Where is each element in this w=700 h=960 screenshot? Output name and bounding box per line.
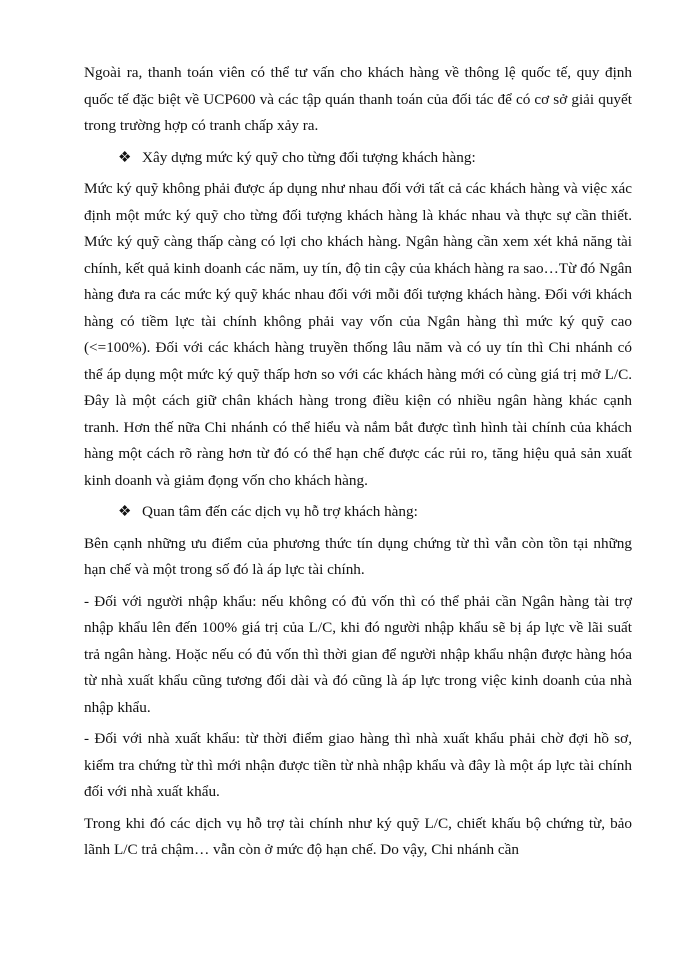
paragraph-importer: - Đối với người nhập khẩu: nếu không có đủ vốn thì có thể phải cần Ngân hàng tài trợ nhập khẩu lên đến 100% giá trị của L/C, khi đó người nhập khẩu sẽ bị áp lực về lãi suất trả ngân hàng. Hoặc nếu có đủ vốn thì thời gian để người nhập khẩu nhận được hàng hóa từ nhà xuất khẩu cũng tương đối dài và đó cũng là áp lực trong việc kinh doanh của nhà nhập khẩu. <box>84 592 632 716</box>
diamond-bullet-icon: ❖ <box>118 149 132 166</box>
bullet-heading-support-text: Quan tâm đến các dịch vụ hỗ trợ khách hàng: <box>142 503 418 520</box>
paragraph-deposit: Mức ký quỹ không phải được áp dụng như nhau đối với tất cả các khách hàng và việc xác định một mức ký quỹ cho từng đối tượng khách hàng là khác nhau và thực sự cần thiết. Mức ký quỹ càng thấp càng có lợi cho khách hàng. Ngân hàng cần xem xét khả năng tài chính, kết quả kinh doanh các năm, uy tín, độ tin cậy của khách hàng ra sao…Từ đó Ngân hàng đưa ra các mức ký quỹ khác nhau đối với mỗi đối tượng khách hàng. Đối với khách hàng có tiềm lực tài chính không phải vay vốn của Ngân hàng thì mức ký quỹ cao (<=100%). Đối với các khách hàng truyền thống lâu năm và có uy tín thì Chi nhánh có thể áp dụng một mức ký quỹ thấp hơn so với các khách hàng mới có cùng giá trị mở L/C. Đây là một cách giữ chân khách hàng trong điều kiện có nhiều ngân hàng khác cạnh tranh. Hơn thế nữa Chi nhánh có thể hiểu và nắm bắt được tình hình tài chính của khách hàng một cách rõ ràng hơn từ đó có thể hạn chế được các rủi ro, tăng hiệu quả sản xuất kinh doanh và giảm đọng vốn cho khách hàng. <box>84 180 632 489</box>
bullet-heading-support <box>84 499 632 526</box>
diamond-bullet-icon: ❖ <box>118 504 132 520</box>
paragraph-consulting: Ngoài ra, thanh toán viên có thể tư vấn cho khách hàng về thông lệ quốc tế, quy định quốc tế đặc biệt về UCP600 và các tập quán thanh toán của đối tác để có cơ sở giải quyết trong trường hợp có tranh chấp xảy ra. <box>84 64 632 134</box>
bullet-heading-deposit <box>84 145 632 172</box>
paragraph-limitations: Bên cạnh những ưu điểm của phương thức tín dụng chứng từ thì vẫn còn tồn tại những hạn chế và một trong số đó là áp lực tài chính. <box>84 534 632 578</box>
paragraph-exporter: - Đối với nhà xuất khẩu: từ thời điểm giao hàng thì nhà xuất khẩu phải chờ đợi hồ sơ, kiểm tra chứng từ thì mới nhận được tiền từ nhà nhập khẩu và đây là một áp lực tài chính đối với nhà xuất khẩu. <box>84 730 632 800</box>
document-body <box>84 60 632 864</box>
paragraph-services: Trong khi đó các dịch vụ hỗ trợ tài chính như ký quỹ L/C, chiết khấu bộ chứng từ, bảo lãnh L/C trả chậm… vẫn còn ở mức độ hạn chế. Do vậy, Chi nhánh cần <box>84 814 632 858</box>
bullet-heading-deposit-text: Xây dựng mức ký quỹ cho từng đối tượng khách hàng: <box>142 148 476 166</box>
